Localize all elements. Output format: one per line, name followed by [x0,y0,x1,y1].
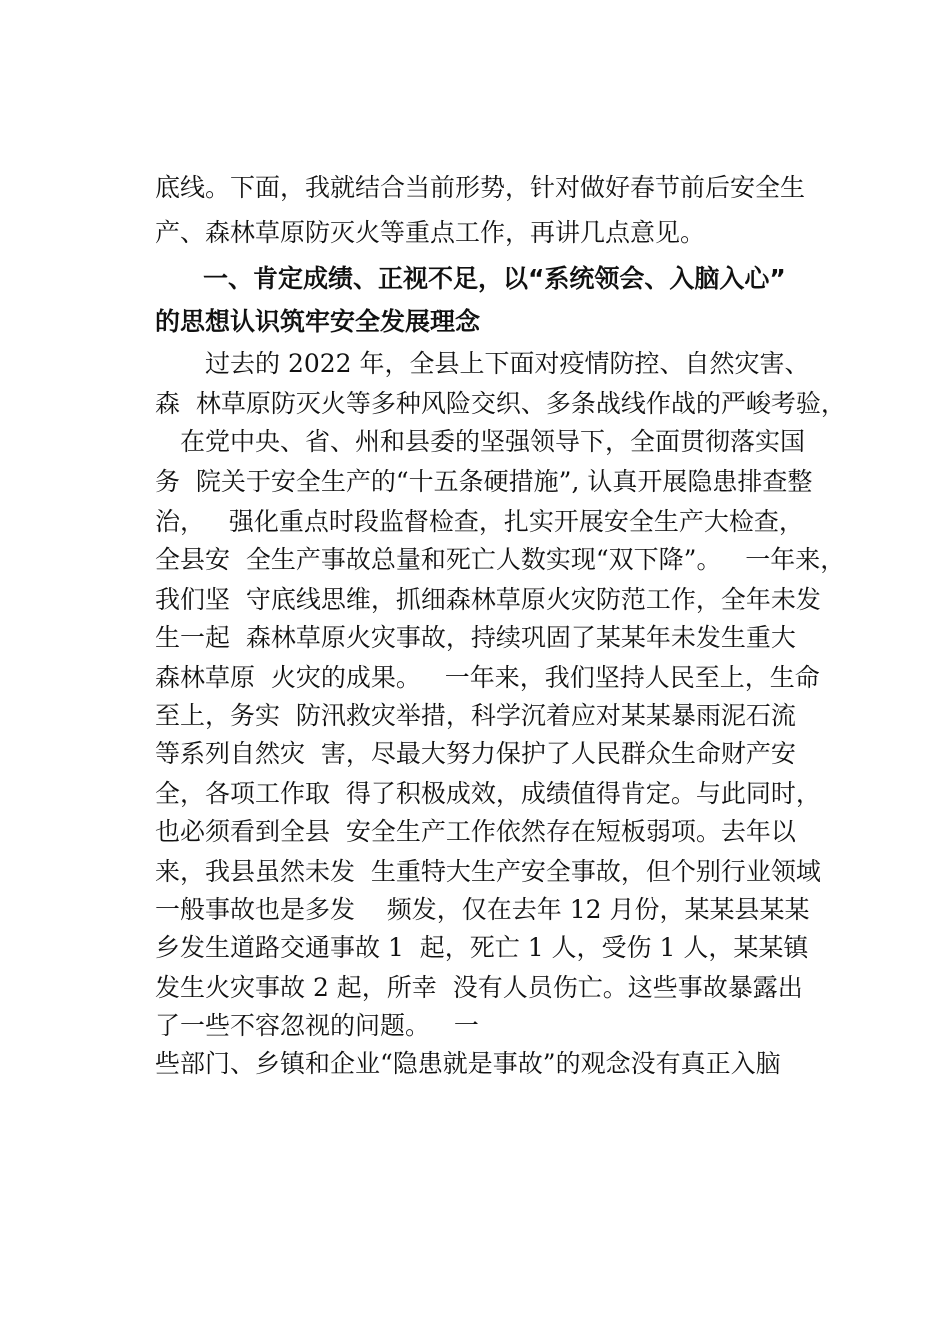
body-line: 发生火灾事故 2 起，所幸 没有人员伤亡。这些事故暴露出 [155,973,803,1002]
body-line: 过去的 2022 年，全县上下面对疫情防控、自然灾害、 [205,349,810,378]
body-line: 务 院关于安全生产的“十五条硬措施”, 认真开展隐患排查整 [155,467,813,496]
body-line: 了一些不容忽视的问题。 一 [155,1011,479,1040]
body-line: 乡发生道路交通事故 1 起，死亡 1 人，受伤 1 人，某某镇 [155,933,809,962]
body-line: 在党中央、省、州和县委的坚强领导下，全面贯彻落实国 [180,427,806,456]
body-line: 森 林草原防灭火等多种风险交织、多条战线作战的严峻考验， [155,389,846,418]
body-line: 至上，务实 防汛救灾举措，科学沉着应对某某暴雨泥石流 [155,701,796,730]
body-line: 等系列自然灾 害，尽最大努力保护了人民群众生命财产安 [155,739,796,768]
body-line: 全，各项工作取 得了积极成效，成绩值得肯定。与此同时， [155,779,821,808]
body-line: 我们坚 守底线思维，抓细森林草原火灾防范工作，全年未发 [155,585,821,614]
body-line: 些部门、乡镇和企业“隐患就是事故”的观念没有真正入脑 [155,1049,781,1078]
section-heading-line: 的思想认识筑牢安全发展理念 [155,307,481,336]
body-line: 全县安 全生产事故总量和死亡人数实现“双下降”。 一年来， [155,545,846,574]
intro-line: 产、森林草原防灭火等重点工作，再讲几点意见。 [155,218,706,247]
body-line: 也必须看到全县 安全生产工作依然存在短板弱项。去年以 [155,817,796,846]
intro-line: 底线。下面，我就结合当前形势，针对做好春节前后安全生 [155,173,806,202]
body-line: 治， 强化重点时段监督检查，扎实开展安全生产大检查， [155,507,804,536]
body-line: 来，我县虽然未发 生重特大生产安全事故，但个别行业领域 [155,857,821,886]
section-heading-line: 一、肯定成绩、正视不足，以“系统领会、入脑入心” [203,264,786,293]
body-line: 一般事故也是多发 频发，仅在去年 12 月份，某某县某某 [155,895,810,924]
body-line: 生一起 森林草原火灾事故，持续巩固了某某年未发生重大 [155,623,796,652]
body-line: 森林草原 火灾的成果。 一年来，我们坚持人民至上，生命 [155,663,820,692]
